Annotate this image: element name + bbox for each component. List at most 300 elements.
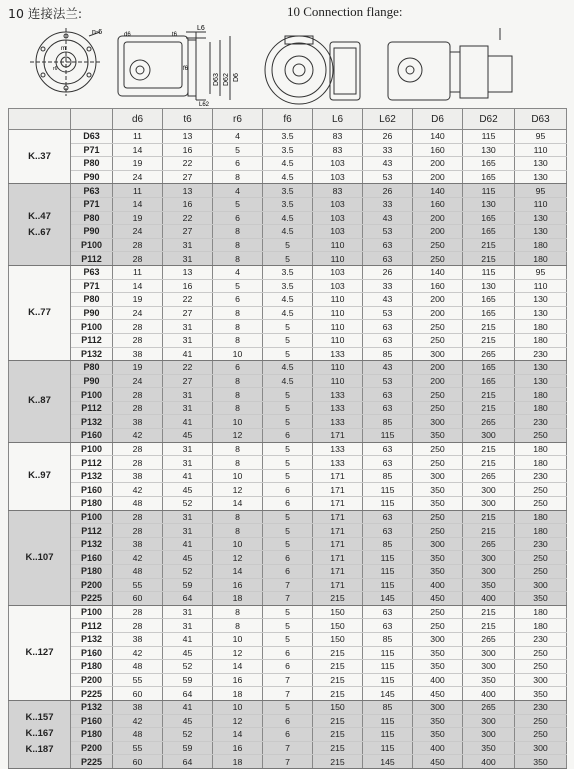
value-cell: 265: [463, 415, 515, 429]
value-cell: 83: [313, 143, 363, 157]
value-cell: 52: [163, 565, 213, 579]
value-cell: 350: [515, 592, 567, 606]
column-header: d6: [113, 109, 163, 130]
flange-type-cell: P90: [71, 225, 113, 239]
value-cell: 300: [515, 741, 567, 755]
value-cell: 110: [515, 197, 567, 211]
value-cell: 28: [113, 252, 163, 266]
value-cell: 110: [313, 320, 363, 334]
group-label-line: K..97: [28, 470, 51, 482]
column-header: r6: [213, 109, 263, 130]
table-row: [9, 157, 567, 171]
flange-type-cell: P160: [71, 714, 113, 728]
value-cell: 110: [313, 333, 363, 347]
flange-drawings: [0, 20, 574, 108]
connection-flange-table: [8, 108, 567, 769]
value-cell: 95: [515, 184, 567, 198]
value-cell: 4: [213, 130, 263, 144]
value-cell: 63: [363, 605, 413, 619]
group-label: [9, 130, 71, 184]
value-cell: 133: [313, 442, 363, 456]
value-cell: 171: [313, 469, 363, 483]
value-cell: 6: [213, 361, 263, 375]
value-cell: 165: [463, 170, 515, 184]
value-cell: 180: [515, 333, 567, 347]
flange-type-cell: P180: [71, 497, 113, 511]
value-cell: 300: [463, 714, 515, 728]
table-row: [9, 211, 567, 225]
table-row: [9, 429, 567, 443]
column-header: f6: [263, 109, 313, 130]
value-cell: 130: [515, 361, 567, 375]
value-cell: 10: [213, 537, 263, 551]
value-cell: 48: [113, 728, 163, 742]
flange-type-cell: P80: [71, 361, 113, 375]
value-cell: 140: [413, 265, 463, 279]
value-cell: 3.5: [263, 143, 313, 157]
value-cell: 300: [463, 551, 515, 565]
flange-type-cell: P132: [71, 347, 113, 361]
flange-type-cell: P63: [71, 184, 113, 198]
value-cell: 31: [163, 456, 213, 470]
value-cell: 5: [263, 442, 313, 456]
value-cell: 41: [163, 415, 213, 429]
value-cell: 3.5: [263, 265, 313, 279]
value-cell: 350: [413, 483, 463, 497]
value-cell: 4.5: [263, 225, 313, 239]
value-cell: 13: [163, 265, 213, 279]
flange-type-cell: P112: [71, 524, 113, 538]
value-cell: 150: [313, 700, 363, 714]
value-cell: 43: [363, 157, 413, 171]
label-D63: D63: [213, 73, 220, 86]
value-cell: 130: [515, 157, 567, 171]
flange-type-cell: P100: [71, 510, 113, 524]
value-cell: 3.5: [263, 197, 313, 211]
flange-type-cell: P132: [71, 469, 113, 483]
value-cell: 215: [313, 728, 363, 742]
group-label-line: K..157: [25, 712, 54, 724]
value-cell: 10: [213, 469, 263, 483]
table-row: [9, 306, 567, 320]
value-cell: 52: [163, 660, 213, 674]
value-cell: 5: [263, 700, 313, 714]
value-cell: 45: [163, 646, 213, 660]
table-row: [9, 714, 567, 728]
value-cell: 5: [263, 619, 313, 633]
value-cell: 133: [313, 415, 363, 429]
table-header: [9, 109, 567, 130]
column-header: t6: [163, 109, 213, 130]
value-cell: 41: [163, 347, 213, 361]
flange-type-cell: P80: [71, 157, 113, 171]
table-row: [9, 130, 567, 144]
value-cell: 7: [263, 592, 313, 606]
value-cell: 5: [263, 632, 313, 646]
table-row: [9, 646, 567, 660]
value-cell: 8: [213, 510, 263, 524]
value-cell: 300: [463, 646, 515, 660]
value-cell: 171: [313, 483, 363, 497]
value-cell: 130: [515, 293, 567, 307]
value-cell: 16: [213, 741, 263, 755]
value-cell: 300: [413, 632, 463, 646]
value-cell: 6: [213, 293, 263, 307]
value-cell: 63: [363, 442, 413, 456]
value-cell: 53: [363, 225, 413, 239]
value-cell: 28: [113, 456, 163, 470]
value-cell: 300: [463, 483, 515, 497]
value-cell: 31: [163, 252, 213, 266]
value-cell: 42: [113, 483, 163, 497]
value-cell: 300: [515, 578, 567, 592]
value-cell: 165: [463, 293, 515, 307]
value-cell: 28: [113, 442, 163, 456]
value-cell: 130: [463, 197, 515, 211]
value-cell: 8: [213, 333, 263, 347]
flange-type-cell: P160: [71, 429, 113, 443]
group-k47: [9, 184, 567, 266]
value-cell: 6: [263, 565, 313, 579]
value-cell: 115: [363, 429, 413, 443]
value-cell: 64: [163, 687, 213, 701]
value-cell: 130: [463, 279, 515, 293]
value-cell: 140: [413, 184, 463, 198]
value-cell: 250: [413, 619, 463, 633]
value-cell: 33: [363, 279, 413, 293]
value-cell: 10: [213, 700, 263, 714]
value-cell: 350: [413, 565, 463, 579]
value-cell: 200: [413, 361, 463, 375]
table-row: [9, 184, 567, 198]
value-cell: 6: [263, 429, 313, 443]
table-row: [9, 442, 567, 456]
flange-type-cell: P63: [71, 265, 113, 279]
value-cell: 85: [363, 632, 413, 646]
value-cell: 5: [213, 279, 263, 293]
flange-type-cell: P160: [71, 483, 113, 497]
gearbox-side-view: [118, 32, 230, 100]
value-cell: 350: [463, 741, 515, 755]
value-cell: 350: [515, 755, 567, 769]
value-cell: 38: [113, 469, 163, 483]
value-cell: 215: [313, 741, 363, 755]
value-cell: 19: [113, 211, 163, 225]
value-cell: 115: [463, 130, 515, 144]
value-cell: 48: [113, 660, 163, 674]
value-cell: 180: [515, 252, 567, 266]
value-cell: 145: [363, 755, 413, 769]
column-header: L6: [313, 109, 363, 130]
value-cell: 16: [163, 279, 213, 293]
flange-type-cell: P112: [71, 456, 113, 470]
value-cell: 200: [413, 157, 463, 171]
value-cell: 265: [463, 632, 515, 646]
column-header: L62: [363, 109, 413, 130]
value-cell: 250: [413, 524, 463, 538]
value-cell: 45: [163, 429, 213, 443]
value-cell: 95: [515, 130, 567, 144]
value-cell: 60: [113, 592, 163, 606]
flange-type-cell: P112: [71, 252, 113, 266]
value-cell: 250: [413, 388, 463, 402]
label-t6: t6: [172, 32, 178, 38]
value-cell: 250: [515, 483, 567, 497]
value-cell: 110: [313, 238, 363, 252]
value-cell: 110: [313, 374, 363, 388]
value-cell: 215: [313, 687, 363, 701]
group-label-line: K..77: [28, 307, 51, 319]
value-cell: 150: [313, 605, 363, 619]
value-cell: 130: [515, 374, 567, 388]
value-cell: 200: [413, 306, 463, 320]
value-cell: 265: [463, 347, 515, 361]
value-cell: 103: [313, 265, 363, 279]
value-cell: 5: [263, 524, 313, 538]
value-cell: 110: [313, 361, 363, 375]
value-cell: 24: [113, 170, 163, 184]
value-cell: 42: [113, 429, 163, 443]
value-cell: 14: [213, 728, 263, 742]
value-cell: 41: [163, 632, 213, 646]
value-cell: 450: [413, 755, 463, 769]
label-m: m: [61, 46, 66, 52]
flange-type-cell: P180: [71, 728, 113, 742]
value-cell: 41: [163, 537, 213, 551]
value-cell: 43: [363, 361, 413, 375]
column-header: D6: [413, 109, 463, 130]
table-row: [9, 605, 567, 619]
value-cell: 4.5: [263, 170, 313, 184]
value-cell: 215: [463, 605, 515, 619]
value-cell: 41: [163, 700, 213, 714]
value-cell: 4.5: [263, 293, 313, 307]
value-cell: 115: [363, 565, 413, 579]
value-cell: 8: [213, 170, 263, 184]
value-cell: 31: [163, 605, 213, 619]
table-row: [9, 619, 567, 633]
value-cell: 230: [515, 537, 567, 551]
flange-type-cell: P225: [71, 592, 113, 606]
value-cell: 6: [263, 714, 313, 728]
group-label-line: K..67: [28, 226, 51, 238]
value-cell: 22: [163, 361, 213, 375]
flange-type-cell: P71: [71, 143, 113, 157]
value-cell: 8: [213, 456, 263, 470]
value-cell: 45: [163, 714, 213, 728]
value-cell: 60: [113, 755, 163, 769]
value-cell: 150: [313, 619, 363, 633]
value-cell: 53: [363, 306, 413, 320]
value-cell: 63: [363, 510, 413, 524]
value-cell: 215: [463, 333, 515, 347]
value-cell: 14: [213, 497, 263, 511]
value-cell: 250: [515, 565, 567, 579]
value-cell: 19: [113, 361, 163, 375]
value-cell: 250: [413, 442, 463, 456]
value-cell: 11: [113, 265, 163, 279]
header-blank-group: [9, 109, 71, 130]
label-r6: r6: [53, 66, 58, 72]
value-cell: 45: [163, 483, 213, 497]
value-cell: 5: [213, 143, 263, 157]
value-cell: 13: [163, 130, 213, 144]
value-cell: 8: [213, 238, 263, 252]
value-cell: 4.5: [263, 157, 313, 171]
value-cell: 165: [463, 306, 515, 320]
value-cell: 350: [413, 728, 463, 742]
value-cell: 200: [413, 374, 463, 388]
value-cell: 215: [313, 755, 363, 769]
value-cell: 31: [163, 333, 213, 347]
value-cell: 31: [163, 510, 213, 524]
value-cell: 165: [463, 374, 515, 388]
table-header-row: [9, 109, 567, 130]
flange-type-cell: P112: [71, 333, 113, 347]
value-cell: 215: [463, 252, 515, 266]
value-cell: 250: [515, 714, 567, 728]
value-cell: 180: [515, 619, 567, 633]
flange-type-cell: P100: [71, 605, 113, 619]
table-row: [9, 592, 567, 606]
value-cell: 55: [113, 578, 163, 592]
table-row: [9, 333, 567, 347]
flange-type-cell: P200: [71, 741, 113, 755]
value-cell: 24: [113, 225, 163, 239]
value-cell: 133: [313, 401, 363, 415]
value-cell: 300: [413, 347, 463, 361]
value-cell: 215: [463, 388, 515, 402]
value-cell: 230: [515, 700, 567, 714]
value-cell: 14: [113, 197, 163, 211]
value-cell: 42: [113, 551, 163, 565]
value-cell: 8: [213, 252, 263, 266]
value-cell: 215: [463, 619, 515, 633]
value-cell: 130: [515, 225, 567, 239]
value-cell: 180: [515, 524, 567, 538]
value-cell: 26: [363, 184, 413, 198]
group-label: [9, 265, 71, 360]
flange-type-cell: P80: [71, 293, 113, 307]
table-row: [9, 197, 567, 211]
value-cell: 5: [263, 469, 313, 483]
group-label-line: K..37: [28, 150, 51, 162]
table-row: [9, 170, 567, 184]
value-cell: 230: [515, 347, 567, 361]
value-cell: 63: [363, 333, 413, 347]
value-cell: 160: [413, 279, 463, 293]
value-cell: 28: [113, 605, 163, 619]
value-cell: 60: [113, 687, 163, 701]
value-cell: 11: [113, 184, 163, 198]
table-row: [9, 483, 567, 497]
gearbox-front-view: [265, 36, 360, 104]
value-cell: 28: [113, 388, 163, 402]
value-cell: 27: [163, 225, 213, 239]
value-cell: 6: [213, 157, 263, 171]
flange-type-cell: P90: [71, 170, 113, 184]
value-cell: 59: [163, 741, 213, 755]
value-cell: 22: [163, 211, 213, 225]
table-row: [9, 497, 567, 511]
value-cell: 171: [313, 565, 363, 579]
value-cell: 115: [363, 660, 413, 674]
value-cell: 300: [413, 469, 463, 483]
value-cell: 103: [313, 279, 363, 293]
value-cell: 450: [413, 687, 463, 701]
value-cell: 48: [113, 565, 163, 579]
value-cell: 180: [515, 238, 567, 252]
table-row: [9, 510, 567, 524]
value-cell: 165: [463, 157, 515, 171]
value-cell: 4.5: [263, 211, 313, 225]
value-cell: 171: [313, 429, 363, 443]
table-row: [9, 320, 567, 334]
group-label-line: K..47: [28, 210, 51, 222]
flange-type-cell: P71: [71, 279, 113, 293]
value-cell: 19: [113, 293, 163, 307]
value-cell: 16: [213, 673, 263, 687]
gearbox-motor-view: [388, 28, 512, 100]
value-cell: 215: [313, 646, 363, 660]
value-cell: 5: [263, 388, 313, 402]
value-cell: 4: [213, 184, 263, 198]
value-cell: 300: [413, 700, 463, 714]
value-cell: 300: [413, 415, 463, 429]
group-k37: [9, 130, 567, 184]
value-cell: 5: [263, 238, 313, 252]
flange-front-view: [30, 28, 102, 96]
value-cell: 11: [113, 130, 163, 144]
value-cell: 350: [413, 429, 463, 443]
value-cell: 31: [163, 524, 213, 538]
value-cell: 265: [463, 700, 515, 714]
value-cell: 5: [263, 415, 313, 429]
value-cell: 83: [313, 130, 363, 144]
value-cell: 400: [413, 673, 463, 687]
value-cell: 103: [313, 170, 363, 184]
flange-type-cell: P132: [71, 537, 113, 551]
value-cell: 103: [313, 225, 363, 239]
value-cell: 26: [363, 130, 413, 144]
value-cell: 200: [413, 225, 463, 239]
value-cell: 200: [413, 211, 463, 225]
value-cell: 110: [313, 252, 363, 266]
table-row: [9, 687, 567, 701]
value-cell: 5: [263, 333, 313, 347]
value-cell: 6: [263, 551, 313, 565]
value-cell: 400: [413, 741, 463, 755]
value-cell: 38: [113, 632, 163, 646]
column-header: D63: [515, 109, 567, 130]
value-cell: 180: [515, 320, 567, 334]
value-cell: 27: [163, 170, 213, 184]
value-cell: 24: [113, 306, 163, 320]
value-cell: 8: [213, 306, 263, 320]
value-cell: 28: [113, 333, 163, 347]
value-cell: 180: [515, 442, 567, 456]
value-cell: 350: [413, 660, 463, 674]
value-cell: 42: [113, 646, 163, 660]
value-cell: 180: [515, 605, 567, 619]
value-cell: 180: [515, 456, 567, 470]
value-cell: 27: [163, 306, 213, 320]
table-row: [9, 265, 567, 279]
table-row: [9, 673, 567, 687]
value-cell: 18: [213, 755, 263, 769]
group-k107: [9, 510, 567, 605]
value-cell: 12: [213, 483, 263, 497]
